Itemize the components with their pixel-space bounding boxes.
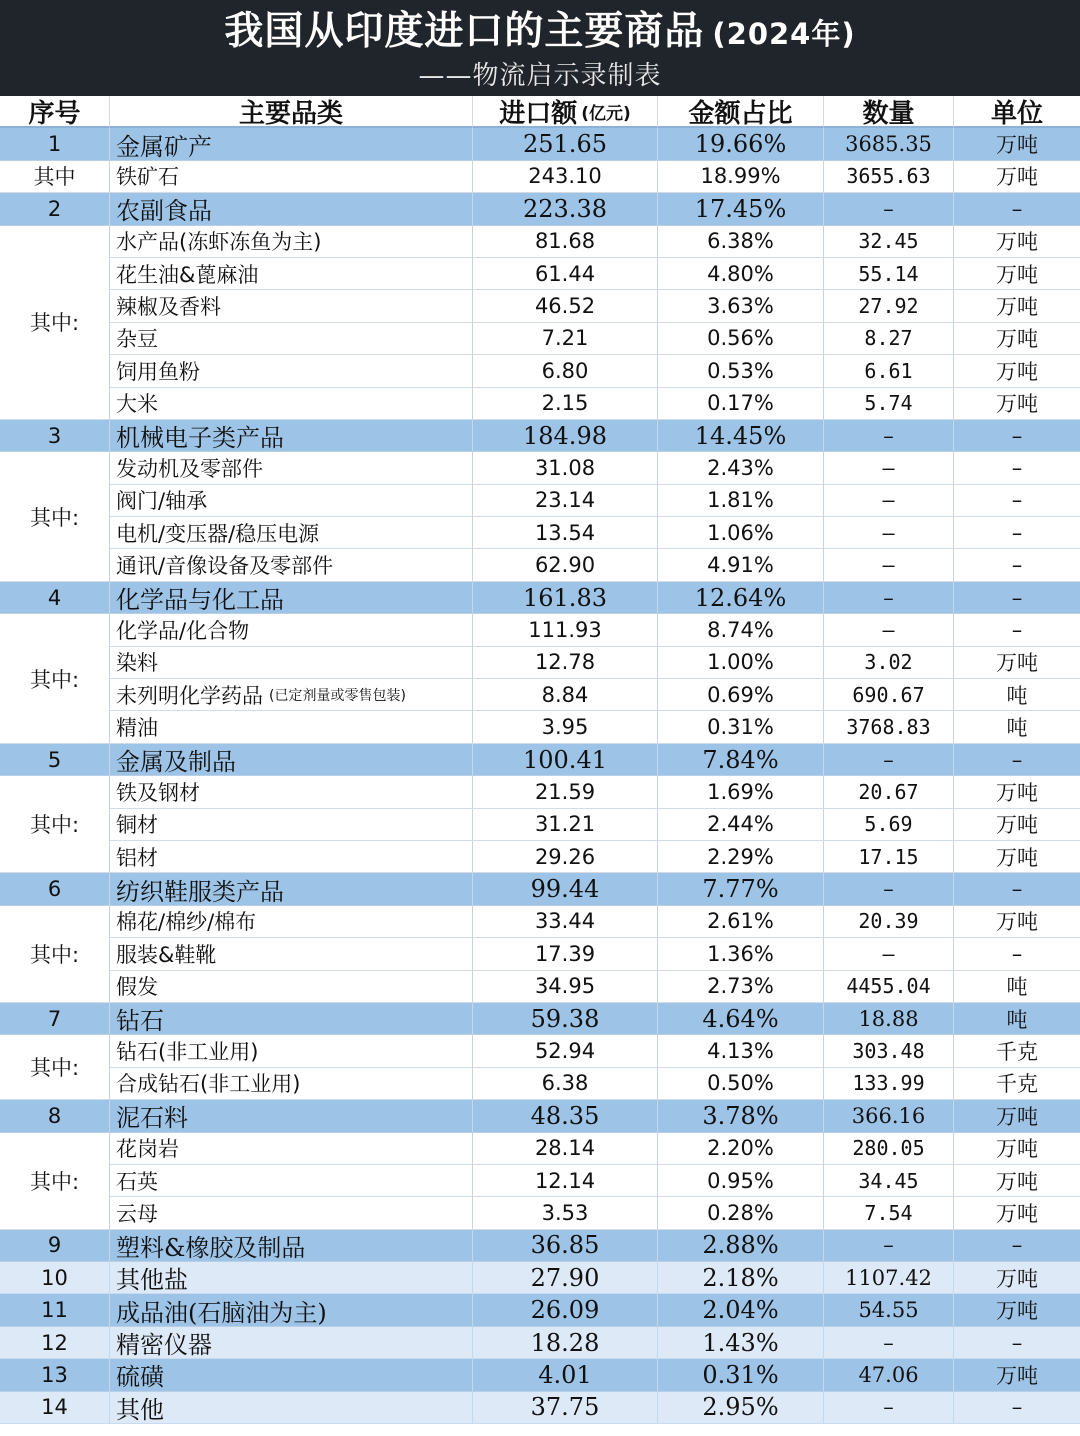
cat-quantity: – <box>824 582 954 614</box>
cat-share: 7.77% <box>658 873 824 905</box>
cat-unit: – <box>954 1392 1080 1424</box>
cat-name: 成品油(石脑油为主) <box>110 1294 473 1326</box>
cat-amount: 36.85 <box>473 1230 658 1262</box>
cat-amount: 37.75 <box>473 1392 658 1424</box>
cat-no: 3 <box>0 420 110 452</box>
item-quantity: – <box>824 549 954 581</box>
cat-amount: 26.09 <box>473 1294 658 1326</box>
item-quantity: 3655.63 <box>824 161 954 193</box>
header-seq: 序号 <box>0 96 110 128</box>
item-name: 铁矿石 <box>110 161 473 193</box>
cat-amount: 184.98 <box>473 420 658 452</box>
item-quantity: 303.48 <box>824 1035 954 1067</box>
item-amount: 46.52 <box>473 290 658 322</box>
cat-name: 精密仪器 <box>110 1327 473 1359</box>
item-name <box>110 679 473 711</box>
item-amount: 28.14 <box>473 1133 658 1165</box>
item-unit: 吨 <box>954 971 1080 1003</box>
item-share: 2.61% <box>658 906 824 938</box>
item-name: 铁及钢材 <box>110 776 473 808</box>
item-amount: 29.26 <box>473 841 658 873</box>
item-quantity: 27.92 <box>824 290 954 322</box>
item-quantity: – <box>824 517 954 549</box>
item-amount: 6.38 <box>473 1068 658 1100</box>
item-quantity: 55.14 <box>824 258 954 290</box>
title-banner <box>0 0 1080 96</box>
item-share: 2.44% <box>658 809 824 841</box>
item-amount: 31.08 <box>473 452 658 484</box>
page-subtitle: ——物流启示录制表 <box>418 61 662 91</box>
item-name: 铝材 <box>110 841 473 873</box>
item-quantity: – <box>824 614 954 646</box>
cat-quantity: – <box>824 1327 954 1359</box>
header-share: 金额占比 <box>658 96 824 128</box>
item-unit: 万吨 <box>954 290 1080 322</box>
cat-no: 7 <box>0 1003 110 1035</box>
item-name: 辣椒及香料 <box>110 290 473 322</box>
item-amount: 61.44 <box>473 258 658 290</box>
item-name: 花岗岩 <box>110 1133 473 1165</box>
item-share: 2.20% <box>658 1133 824 1165</box>
header-quantity: 数量 <box>824 96 954 128</box>
item-quantity: 6.61 <box>824 355 954 387</box>
item-share: 0.95% <box>658 1165 824 1197</box>
header-unit: 单位 <box>954 96 1080 128</box>
item-quantity: – <box>824 938 954 970</box>
cat-unit: – <box>954 193 1080 225</box>
item-quantity: 34.45 <box>824 1165 954 1197</box>
item-unit: 吨 <box>954 679 1080 711</box>
cat-share: 7.84% <box>658 744 824 776</box>
item-quantity: – <box>824 452 954 484</box>
item-unit: 万吨 <box>954 841 1080 873</box>
item-unit: 万吨 <box>954 1165 1080 1197</box>
item-share: 1.06% <box>658 517 824 549</box>
item-quantity: 3.02 <box>824 647 954 679</box>
cat-amount: 48.35 <box>473 1100 658 1132</box>
item-quantity: 32.45 <box>824 226 954 258</box>
item-amount: 21.59 <box>473 776 658 808</box>
title-year: (2024年) <box>712 17 856 51</box>
item-quantity: 690.67 <box>824 679 954 711</box>
cat-quantity: – <box>824 873 954 905</box>
cat-unit: – <box>954 582 1080 614</box>
item-name: 石英 <box>110 1165 473 1197</box>
item-name: 阀门/轴承 <box>110 485 473 517</box>
cat-share: 2.04% <box>658 1294 824 1326</box>
item-share: 0.50% <box>658 1068 824 1100</box>
item-share: 6.38% <box>658 226 824 258</box>
header-amount-unit: (亿元) <box>581 103 631 124</box>
cat-share: 1.43% <box>658 1327 824 1359</box>
cat-name: 泥石料 <box>110 1100 473 1132</box>
header-amount <box>473 96 658 128</box>
item-quantity: 8.27 <box>824 323 954 355</box>
item-unit: 千克 <box>954 1035 1080 1067</box>
item-name: 杂豆 <box>110 323 473 355</box>
item-unit: 万吨 <box>954 776 1080 808</box>
item-name: 云母 <box>110 1197 473 1229</box>
item-unit: – <box>954 485 1080 517</box>
item-name: 水产品(冻虾冻鱼为主) <box>110 226 473 258</box>
item-name-note: (已定剂量或零售包装) <box>269 687 406 704</box>
item-quantity: 20.67 <box>824 776 954 808</box>
item-amount: 17.39 <box>473 938 658 970</box>
item-unit: 吨 <box>954 711 1080 743</box>
cat-no: 11 <box>0 1294 110 1326</box>
title-text: 我国从印度进口的主要商品 <box>224 9 705 54</box>
item-share: 1.36% <box>658 938 824 970</box>
item-unit: 万吨 <box>954 355 1080 387</box>
cat-amount: 18.28 <box>473 1327 658 1359</box>
item-name: 花生油&蓖麻油 <box>110 258 473 290</box>
cat-no: 12 <box>0 1327 110 1359</box>
cat-share: 2.95% <box>658 1392 824 1424</box>
item-share: 0.17% <box>658 388 824 420</box>
cat-share: 17.45% <box>658 193 824 225</box>
item-share: 0.53% <box>658 355 824 387</box>
cat-no: 13 <box>0 1359 110 1391</box>
cat-unit: 万吨 <box>954 1100 1080 1132</box>
item-share: 8.74% <box>658 614 824 646</box>
item-quantity: – <box>824 485 954 517</box>
item-name: 发动机及零部件 <box>110 452 473 484</box>
item-amount: 23.14 <box>473 485 658 517</box>
item-name: 铜材 <box>110 809 473 841</box>
item-amount: 6.80 <box>473 355 658 387</box>
item-share: 3.63% <box>658 290 824 322</box>
cat-quantity: 54.55 <box>824 1294 954 1326</box>
item-name: 电机/变压器/稳压电源 <box>110 517 473 549</box>
cat-name: 纺织鞋服类产品 <box>110 873 473 905</box>
item-unit: 千克 <box>954 1068 1080 1100</box>
cat-quantity: – <box>824 1230 954 1262</box>
item-quantity: 3768.83 <box>824 711 954 743</box>
cat-name: 农副食品 <box>110 193 473 225</box>
item-share: 0.31% <box>658 711 824 743</box>
cat-quantity: 18.88 <box>824 1003 954 1035</box>
item-share: 1.69% <box>658 776 824 808</box>
sub-label: 其中: <box>0 776 110 873</box>
item-unit: 万吨 <box>954 906 1080 938</box>
item-name: 棉花/棉纱/棉布 <box>110 906 473 938</box>
cat-unit: – <box>954 1327 1080 1359</box>
sub-label: 其中: <box>0 614 110 744</box>
item-amount: 12.14 <box>473 1165 658 1197</box>
cat-amount: 59.38 <box>473 1003 658 1035</box>
item-share: 2.73% <box>658 971 824 1003</box>
item-amount: 3.53 <box>473 1197 658 1229</box>
header-amount-label: 进口额 <box>499 98 578 129</box>
sub-label: 其中 <box>0 161 110 193</box>
cat-amount: 161.83 <box>473 582 658 614</box>
cat-share: 12.64% <box>658 582 824 614</box>
cat-name: 化学品与化工品 <box>110 582 473 614</box>
cat-unit: 万吨 <box>954 1294 1080 1326</box>
cat-amount: 251.65 <box>473 128 658 160</box>
item-unit: 万吨 <box>954 226 1080 258</box>
cat-no: 14 <box>0 1392 110 1424</box>
sub-label: 其中: <box>0 1133 110 1230</box>
item-share: 2.43% <box>658 452 824 484</box>
item-name-text: 未列明化学药品 <box>116 683 263 708</box>
item-quantity: 133.99 <box>824 1068 954 1100</box>
item-quantity: 7.54 <box>824 1197 954 1229</box>
item-unit: 万吨 <box>954 1133 1080 1165</box>
cat-quantity: 3685.35 <box>824 128 954 160</box>
cat-name: 金属及制品 <box>110 744 473 776</box>
cat-no: 9 <box>0 1230 110 1262</box>
import-table <box>0 96 1080 1424</box>
cat-quantity: – <box>824 420 954 452</box>
cat-amount: 27.90 <box>473 1262 658 1294</box>
item-unit: 万吨 <box>954 323 1080 355</box>
cat-amount: 4.01 <box>473 1359 658 1391</box>
sub-label: 其中: <box>0 1035 110 1100</box>
item-unit: 万吨 <box>954 388 1080 420</box>
item-quantity: 280.05 <box>824 1133 954 1165</box>
item-quantity: 17.15 <box>824 841 954 873</box>
item-amount: 243.10 <box>473 161 658 193</box>
item-amount: 34.95 <box>473 971 658 1003</box>
item-name: 染料 <box>110 647 473 679</box>
cat-share: 2.18% <box>658 1262 824 1294</box>
sub-label: 其中: <box>0 452 110 582</box>
item-amount: 31.21 <box>473 809 658 841</box>
item-amount: 3.95 <box>473 711 658 743</box>
header-category: 主要品类 <box>110 96 473 128</box>
cat-name: 其他 <box>110 1392 473 1424</box>
cat-share: 4.64% <box>658 1003 824 1035</box>
item-amount: 111.93 <box>473 614 658 646</box>
item-share: 0.69% <box>658 679 824 711</box>
item-amount: 8.84 <box>473 679 658 711</box>
cat-no: 10 <box>0 1262 110 1294</box>
cat-unit: 吨 <box>954 1003 1080 1035</box>
item-amount: 12.78 <box>473 647 658 679</box>
item-unit: – <box>954 517 1080 549</box>
item-share: 1.00% <box>658 647 824 679</box>
item-name: 大米 <box>110 388 473 420</box>
item-quantity: 5.69 <box>824 809 954 841</box>
cat-share: 0.31% <box>658 1359 824 1391</box>
cat-unit: – <box>954 744 1080 776</box>
item-name: 饲用鱼粉 <box>110 355 473 387</box>
item-unit: – <box>954 938 1080 970</box>
item-quantity: 5.74 <box>824 388 954 420</box>
sub-label: 其中: <box>0 906 110 1003</box>
item-name: 服装&鞋靴 <box>110 938 473 970</box>
cat-no: 1 <box>0 128 110 160</box>
cat-share: 3.78% <box>658 1100 824 1132</box>
cat-unit: – <box>954 1230 1080 1262</box>
item-unit: 万吨 <box>954 647 1080 679</box>
sub-label: 其中: <box>0 226 110 420</box>
item-unit: 万吨 <box>954 161 1080 193</box>
cat-quantity: – <box>824 193 954 225</box>
item-unit: 万吨 <box>954 1197 1080 1229</box>
cat-no: 4 <box>0 582 110 614</box>
cat-no: 5 <box>0 744 110 776</box>
cat-name: 钻石 <box>110 1003 473 1035</box>
item-name: 通讯/音像设备及零部件 <box>110 549 473 581</box>
item-unit: – <box>954 452 1080 484</box>
cat-quantity: 1107.42 <box>824 1262 954 1294</box>
item-amount: 13.54 <box>473 517 658 549</box>
item-name: 化学品/化合物 <box>110 614 473 646</box>
item-share: 18.99% <box>658 161 824 193</box>
cat-quantity: 366.16 <box>824 1100 954 1132</box>
item-share: 4.91% <box>658 549 824 581</box>
item-quantity: 20.39 <box>824 906 954 938</box>
cat-no: 8 <box>0 1100 110 1132</box>
item-name: 钻石(非工业用) <box>110 1035 473 1067</box>
cat-name: 塑料&橡胶及制品 <box>110 1230 473 1262</box>
item-name: 合成钻石(非工业用) <box>110 1068 473 1100</box>
cat-unit: – <box>954 873 1080 905</box>
cat-unit: 万吨 <box>954 1359 1080 1391</box>
cat-name: 硫磺 <box>110 1359 473 1391</box>
item-share: 0.28% <box>658 1197 824 1229</box>
cat-amount: 223.38 <box>473 193 658 225</box>
item-amount: 7.21 <box>473 323 658 355</box>
page-title <box>0 8 1080 58</box>
cat-share: 19.66% <box>658 128 824 160</box>
item-amount: 62.90 <box>473 549 658 581</box>
cat-unit: 万吨 <box>954 128 1080 160</box>
item-share: 1.81% <box>658 485 824 517</box>
cat-quantity: 47.06 <box>824 1359 954 1391</box>
cat-unit: – <box>954 420 1080 452</box>
cat-share: 14.45% <box>658 420 824 452</box>
cat-amount: 100.41 <box>473 744 658 776</box>
cat-name: 机械电子类产品 <box>110 420 473 452</box>
item-amount: 33.44 <box>473 906 658 938</box>
cat-amount: 99.44 <box>473 873 658 905</box>
cat-name: 其他盐 <box>110 1262 473 1294</box>
item-share: 0.56% <box>658 323 824 355</box>
item-amount: 81.68 <box>473 226 658 258</box>
item-name: 精油 <box>110 711 473 743</box>
item-name: 假发 <box>110 971 473 1003</box>
item-unit: – <box>954 614 1080 646</box>
cat-no: 2 <box>0 193 110 225</box>
cat-quantity: – <box>824 744 954 776</box>
item-unit: – <box>954 549 1080 581</box>
cat-share: 2.88% <box>658 1230 824 1262</box>
cat-unit: 万吨 <box>954 1262 1080 1294</box>
cat-no: 6 <box>0 873 110 905</box>
item-unit: 万吨 <box>954 809 1080 841</box>
item-share: 4.13% <box>658 1035 824 1067</box>
cat-quantity: – <box>824 1392 954 1424</box>
item-amount: 52.94 <box>473 1035 658 1067</box>
item-amount: 2.15 <box>473 388 658 420</box>
item-share: 4.80% <box>658 258 824 290</box>
item-quantity: 4455.04 <box>824 971 954 1003</box>
item-unit: 万吨 <box>954 258 1080 290</box>
cat-name: 金属矿产 <box>110 128 473 160</box>
item-share: 2.29% <box>658 841 824 873</box>
